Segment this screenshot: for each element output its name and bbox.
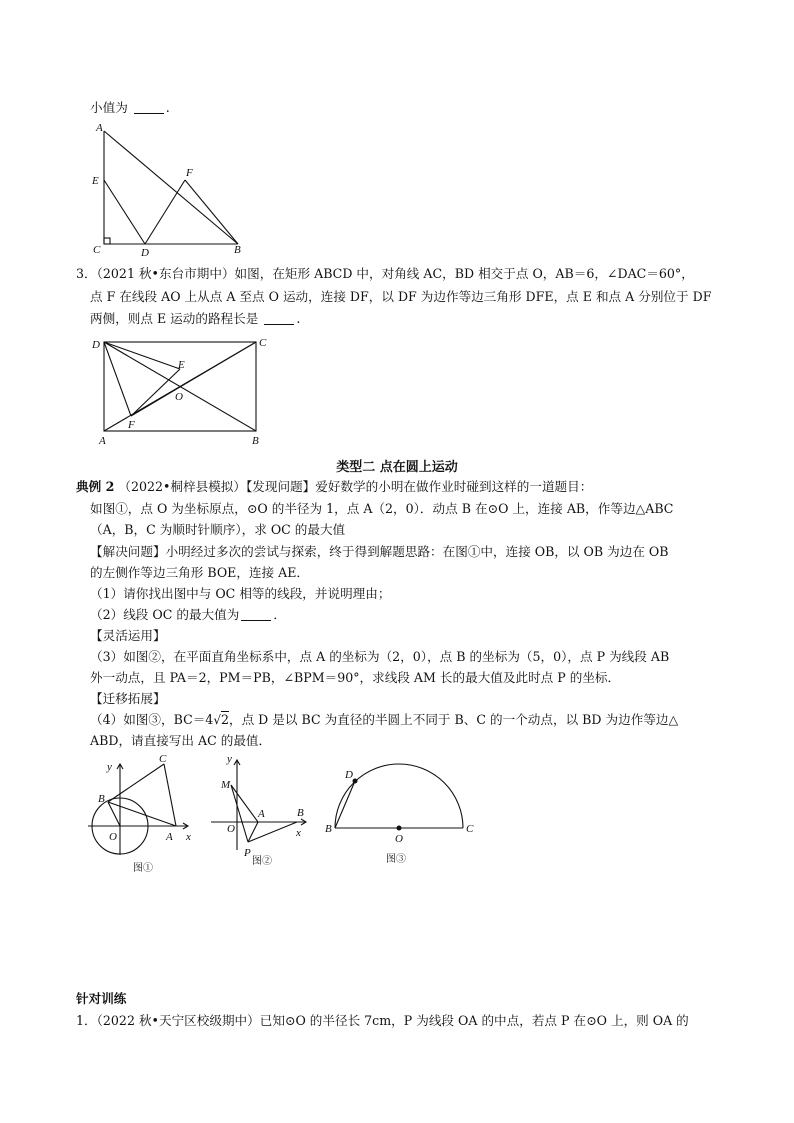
label-o: O — [395, 833, 403, 845]
label-c: C — [159, 753, 167, 765]
answer-blank — [264, 312, 294, 325]
label-a: A — [96, 122, 103, 134]
caption-fig3: 图③ — [386, 854, 406, 865]
label-e: E — [178, 359, 185, 371]
label-a: A — [166, 831, 173, 843]
training-title: 针对训练 — [76, 991, 127, 1006]
q2-tail: 小值为 . — [90, 100, 170, 115]
q3-line1: 3．（2021 秋•东台市期中）如图，在矩形 ABCD 中，对角线 AC，BD 相交于点 O，AB＝6，∠DAC＝60°， — [76, 266, 694, 281]
example2-line2: 如图①，点 O 为坐标原点，⊙O 的半径为 1，点 A（2，0）．动点 B 在⊙O 上，连接 AB，作等边△ABC — [90, 501, 674, 516]
label-b: B — [98, 793, 105, 805]
example2-line11: 【迁移拓展】 — [90, 691, 166, 706]
label-f: F — [186, 167, 193, 179]
label-b: B — [297, 807, 304, 819]
label-f: F — [128, 419, 135, 431]
label-m: M — [221, 779, 231, 791]
label-y: y — [107, 761, 112, 773]
answer-blank — [134, 101, 164, 114]
example2-line7: （2）线段 OC 的最大值为 ． — [90, 607, 286, 622]
label-e: E — [92, 175, 99, 187]
label-o: O — [109, 831, 117, 843]
label-x: x — [186, 831, 191, 843]
label-b: B — [234, 244, 241, 256]
example2-line5: 的左侧作等边三角形 BOE，连接 AE． — [90, 565, 310, 580]
label-x: x — [296, 827, 301, 839]
example2-line6: （1）请你找出图中与 OC 相等的线段，并说明理由； — [90, 586, 391, 601]
example2-line9: （3）如图②，在平面直角坐标系中，点 A 的坐标为（2，0），点 B 的坐标为（5，0），点 P 为线段 AB — [90, 649, 670, 664]
answer-blank — [241, 608, 271, 621]
label-b: B — [252, 435, 259, 447]
label-p: P — [244, 847, 251, 859]
label-d: D — [92, 339, 100, 351]
label-y: y — [227, 753, 232, 765]
section-heading: 类型二 点在圆上运动 — [336, 460, 458, 475]
sqrt-symbol: √ — [213, 713, 221, 727]
example2-line1: 典例 2 （2022•桐梓县模拟）【发现问题】爱好数学的小明在做作业时碰到这样的一道题目： — [76, 479, 593, 494]
label-a: A — [258, 808, 265, 820]
q3-line3: 两侧，则点 E 运动的路程长是 . — [90, 311, 301, 326]
label-o: O — [175, 391, 183, 403]
example2-line13: ABD，请直接写出 AC 的最值． — [90, 733, 272, 748]
label-d: D — [345, 769, 353, 781]
example2-line10: 外一动点，且 PA＝2，PM＝PB，∠BPM＝90°，求线段 AM 长的最大值及此时点 P 的坐标． — [90, 670, 621, 685]
example2-line8: 【灵活运用】 — [90, 628, 166, 643]
label-d: D — [141, 247, 149, 259]
caption-fig1: 图① — [133, 863, 153, 874]
label-c: C — [93, 244, 101, 256]
label-o: O — [227, 823, 235, 835]
label-c: C — [259, 337, 267, 349]
training-line1: 1．（2022 秋•天宁区校级期中）已知⊙O 的半径长 7cm，P 为线段 OA 的中点，若点 P 在⊙O 上，则 OA 的 — [76, 1013, 689, 1028]
label-b: B — [325, 823, 332, 835]
example2-line12: （4）如图③，BC＝4√2，点 D 是以 BC 为直径的半圆上不同于 B、C 的一个动点，以 BD 为边作等边△ — [90, 712, 679, 727]
caption-fig2: 图② — [252, 856, 272, 867]
example2-line4: 【解决问题】小明经过多次的尝试与探索，终于得到解题思路：在图①中，连接 OB，以 OB 为边在 OB — [90, 544, 669, 559]
label-c: C — [466, 823, 474, 835]
label-a: A — [99, 435, 106, 447]
example2-line3: （A，B，C 为顺时针顺序），求 OC 的最大值 — [90, 522, 346, 537]
q3-line2: 点 F 在线段 AO 上从点 A 至点 O 运动，连接 DF，以 DF 为边作等边三角形 DFE，点 E 和点 A 分别位于 DF — [90, 289, 712, 304]
